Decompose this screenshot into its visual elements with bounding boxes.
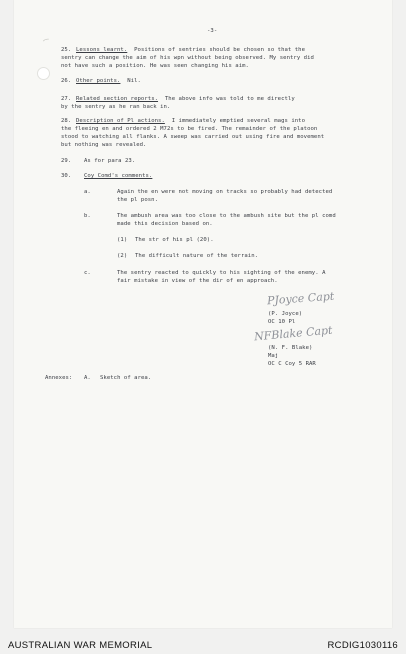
para-26-line-1: Nil. — [127, 78, 141, 84]
para-25-line-1: Positions of sentries should be chosen so that the — [134, 47, 306, 53]
para-26-body — [76, 77, 141, 85]
punch-hole — [37, 67, 50, 80]
signatory-2-name: (N. F. Blake) — [268, 345, 313, 351]
para-27-body — [76, 95, 295, 103]
comment-b-sub1-text: The str of his pl (20). — [135, 237, 214, 243]
para-27-number: 27. — [61, 96, 72, 102]
annex-letter: A. — [84, 375, 91, 381]
signatory-2-rank: Maj — [268, 353, 279, 359]
para-28-line-4: but nothing was revealed. — [61, 142, 147, 148]
annexes-label: Annexes: — [45, 375, 73, 381]
footer-archive-name: AUSTRALIAN WAR MEMORIAL — [8, 640, 153, 651]
signatory-1-name: (P. Joyce) — [268, 311, 303, 317]
comment-b-line-2: made this decision based on. — [117, 221, 213, 227]
para-30-heading: Coy Comd's comments. — [84, 173, 153, 179]
para-27-heading: Related section reports. — [76, 96, 159, 102]
signatory-1-role: OC 10 Pl — [268, 319, 296, 325]
comment-c-line-2: fair mistake in view of the dir of en approach. — [117, 278, 278, 284]
pencil-mark: ⁀ — [43, 38, 52, 49]
para-28-heading: Description of Pl actions. — [76, 118, 165, 124]
comment-a-line-1: Again the en were not moving on tracks so probably had detected — [117, 189, 333, 195]
para-29-line-1: As for para 23. — [84, 158, 136, 164]
comment-b-sub2-number: (2) — [117, 253, 128, 259]
para-28-number: 28. — [61, 118, 72, 124]
footer-record-id: RCDIG1030116 — [327, 640, 398, 651]
page-number: -3- — [207, 28, 218, 34]
para-28-body — [76, 117, 305, 125]
signature-joyce: PJoyce Capt — [266, 289, 335, 308]
para-28-line-2: the fleeing en and ordered 2 M72s to be fired. The remainder of the platoon — [61, 126, 318, 132]
signature-blake: NFBlake Capt — [253, 323, 333, 344]
signatory-2-role: OC C Coy 5 RAR — [268, 361, 316, 367]
para-30-number: 30. — [61, 173, 72, 179]
comment-b-sub1-number: (1) — [117, 237, 128, 243]
para-28-line-3: stood to watching all flanks. A sweep was carried out using fire and movement — [61, 134, 325, 140]
comment-c-letter: c. — [84, 270, 91, 276]
comment-c-line-1: The sentry reacted to quickly to his sighting of the enemy. A — [117, 270, 326, 276]
para-26-number: 26. — [61, 78, 72, 84]
para-27-line-1: The above info was told to me directly — [164, 96, 295, 102]
para-29-number: 29. — [61, 158, 72, 164]
para-27-line-2: by the sentry as he ran back in. — [61, 104, 171, 110]
para-25-body — [76, 46, 305, 54]
document-page — [14, 0, 392, 628]
para-25-heading: Lessons learnt. — [76, 47, 128, 53]
para-25-line-2: sentry can change the aim of his wpn without being observed. My sentry did — [61, 55, 314, 61]
annex-text: Sketch of area. — [100, 375, 152, 381]
comment-b-letter: b. — [84, 213, 91, 219]
para-25-number: 25. — [61, 47, 72, 53]
comment-b-sub2-text: The difficult nature of the terrain. — [135, 253, 259, 259]
para-25-line-3: not have such a position. He was seen changing his aim. — [61, 63, 249, 69]
comment-b-line-1: The ambush area was too close to the ambush site but the pl comd — [117, 213, 336, 219]
comment-a-line-2: the pl posn. — [117, 197, 159, 203]
para-28-line-1: I immediately emptied several mags into — [171, 118, 306, 124]
para-26-heading: Other points. — [76, 78, 121, 84]
comment-a-letter: a. — [84, 189, 91, 195]
